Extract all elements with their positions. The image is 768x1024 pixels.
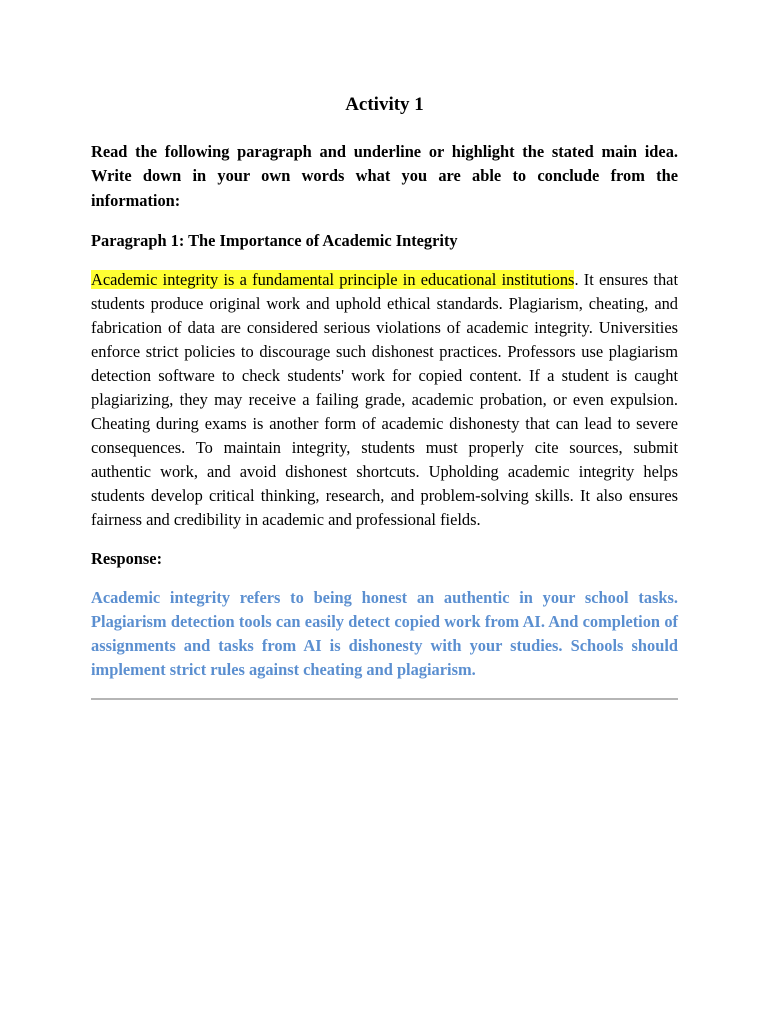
paragraph-heading: Paragraph 1: The Importance of Academic Integrity <box>91 230 458 250</box>
document-page <box>91 92 678 700</box>
paragraph-rest: . It ensures that students produce original work and uphold ethical standards. Plagiarism, cheating, and fabrication of data are considered serious violations of academic integrity. Universities enforce strict policies to discourage such dishonest practices. Professors use plagiarism detection software to check students' work for copied content. If a student is caught plagiarizing, they may receive a failing grade, academic probation, or even expulsion. Cheating during exams is another form of academic dishonesty that can lead to severe consequences. To maintain integrity, students must properly cite sources, submit authentic work, and avoid dishonest shortcuts. Upholding academic integrity helps students develop critical thinking, research, and problem-solving skills. It also ensures fairness and credibility in academic and professional fields. <box>91 269 679 529</box>
horizontal-divider <box>91 698 678 700</box>
paragraph-body <box>91 268 678 532</box>
highlighted-main-idea[interactable]: Academic integrity is a fundamental principle in educational institutions <box>91 269 575 289</box>
response-text[interactable]: Academic integrity refers to being honest an authentic in your school tasks. Plagiarism detection tools can easily detect copied work from AI. And completion of assignments and tasks from AI is dishonesty with your studies. Schools should implement strict rules against cheating and plagiarism. <box>91 587 678 679</box>
page-title: Activity 1 <box>345 94 424 115</box>
response-heading: Response: <box>91 548 163 568</box>
instructions: Read the following paragraph and underline or highlight the stated main idea. Write down in your own words what you are able to conclude from the information: <box>91 142 678 210</box>
